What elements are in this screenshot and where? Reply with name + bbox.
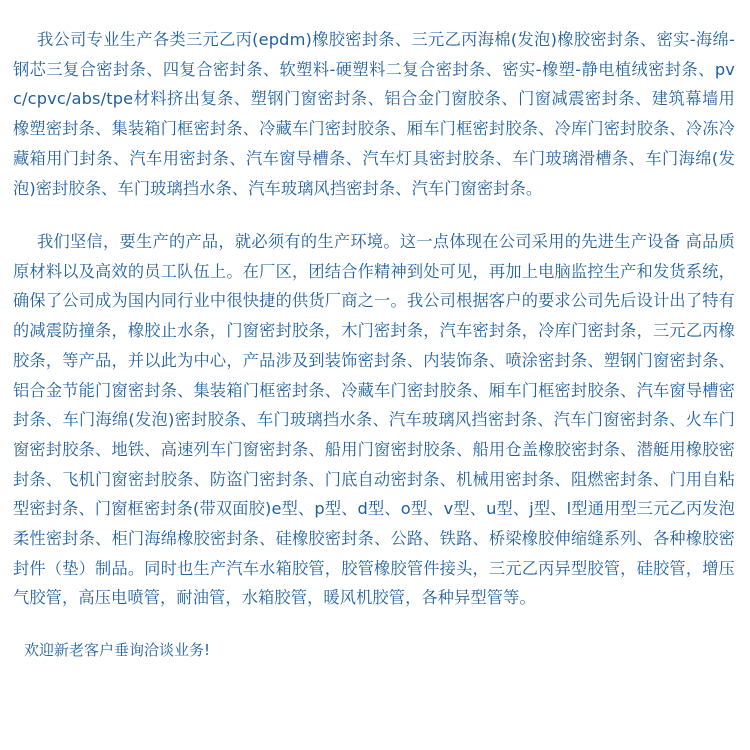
company-intro-paragraph: 我公司专业生产各类三元乙丙(epdm)橡胶密封条、三元乙丙海棉(发泡)橡胶密封条、密实-海绵-钢芯三复合密封条、四复合密封条、软塑料-硬塑料二复合密封条、密实-橡塑-静电植绒密封条、pvc/cpvc/abs/tpe材料挤出复条、塑钢门窗密封条、铝合金门窗胶条、门窗减震密封条、建筑幕墙用橡塑密封条、集装箱门框密封条、冷藏车门密封胶条、厢车门框密封胶条、冷库门密封胶条、冷冻冷藏箱用门封条、汽车用密封条、汽车窗导槽条、汽车灯具密封胶条、车门玻璃滑槽条、车门海绵(发泡)密封胶条、车门玻璃挡水条、汽车玻璃风挡密封条、汽车门窗密封条。 xyxy=(13,30,735,198)
welcome-message: 欢迎新老客户垂询洽谈业务! xyxy=(24,641,211,659)
company-belief-paragraph: 我们坚信，要生产的产品，就必须有的生产环境。这一点体现在公司采用的先进生产设备 高品质原材料以及高效的员工队伍上。在厂区，团结合作精神到处可见，再加上电脑监控生产和发货系统，确保了公司成为国内同行业中很快捷的供货厂商之一。我公司根据客户的要求公司先后设计出了特有的减震防撞条，橡胶止水条，门窗密封胶条，木门密封条，汽车密封条，冷库门密封条，三元乙丙橡胶条，等产品，并以此为中心，产品涉及到装饰密封条、内装饰条、喷涂密封条、塑钢门窗密封条、铝合金节能门窗密封条、集装箱门框密封条、冷藏车门密封胶条、厢车门框密封胶条、汽车窗导槽密封条、车门海绵(发泡)密封胶条、车门玻璃挡水条、汽车玻璃风挡密封条、汽车门窗密封条、火车门窗密封胶条、地铁、高速列车门窗密封条、船用门窗密封胶条、船用仓盖橡胶密封条、潜艇用橡胶密封条、飞机门窗密封胶条、防盗门密封条、门底自动密封条、机械用密封条、阻燃密封条、门用自粘型密封条、门窗框密封条(带双面胶)e型、p型、d型、o型、v型、u型、j型、l型通用型三元乙丙发泡柔性密封条、柜门海绵橡胶密封条、硅橡胶密封条、公路、铁路、桥梁橡胶伸缩缝系列、各种橡胶密封件（垫）制品。同时也生产汽车水箱胶管，胶管橡胶管件接头，三元乙丙异型胶管，硅胶管，增压气胶管，高压电喷管，耐油管，水箱胶管，暖风机胶管，各种异型管等。 xyxy=(13,232,735,608)
